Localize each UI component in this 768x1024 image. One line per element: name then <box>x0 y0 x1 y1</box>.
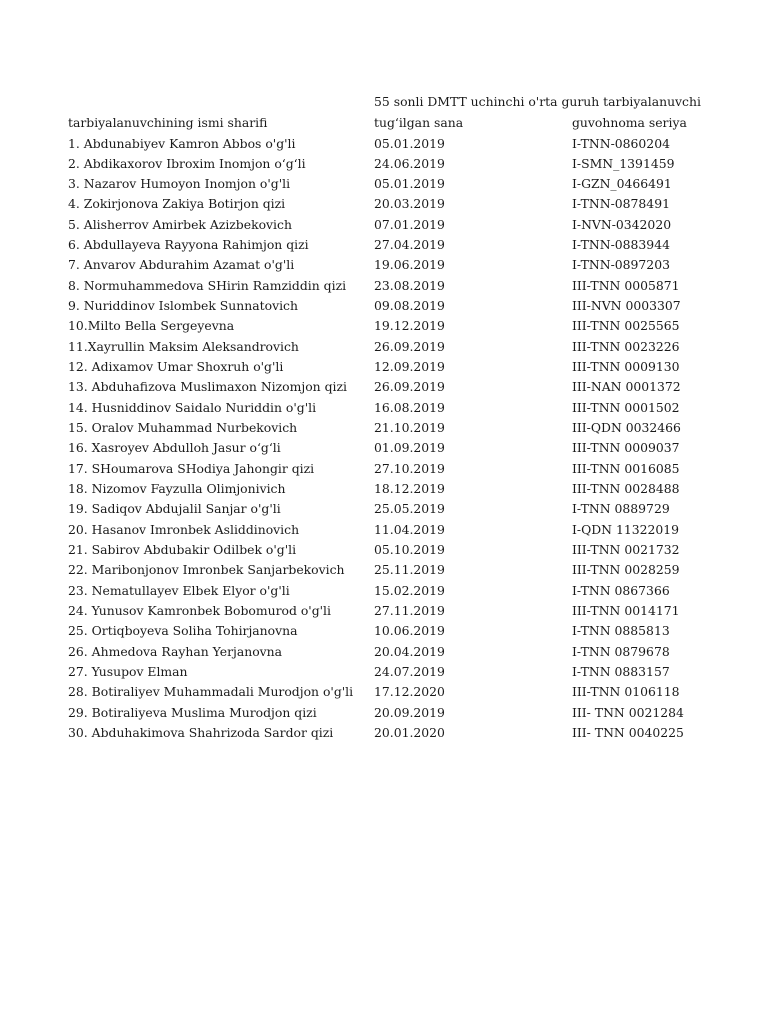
child-name-cell: 24. Yunusov Kamronbek Bobomurod o'g'li <box>68 603 331 619</box>
birth-date-cell: 05.10.2019 <box>374 542 445 558</box>
certificate-cell: III-TNN 0005871 <box>572 277 680 293</box>
table-row <box>0 723 768 743</box>
child-name-cell: 8. Normuhammedova SHirin Ramziddin qizi <box>68 277 347 293</box>
birth-date-cell: 26.09.2019 <box>374 379 445 395</box>
birth-date-cell: 19.06.2019 <box>374 257 445 273</box>
child-name-cell: 1. Abdunabiyev Kamron Abbos o'g'li <box>68 135 296 151</box>
child-name-cell: 26. Ahmedova Rayhan Yerjanovna <box>68 643 283 659</box>
child-name-cell: 20. Hasanov Imronbek Asliddinovich <box>68 521 300 537</box>
child-name-cell: 21. Sabirov Abdubakir Odilbek o'g'li <box>68 542 297 558</box>
table-row <box>0 255 768 275</box>
header-birth-date: tug‘ilgan sana <box>374 115 464 130</box>
header-name: tarbiyalanuvchining ismi sharifi <box>68 115 268 130</box>
child-name-cell: 25. Ortiqboyeva Soliha Tohirjanovna <box>68 623 298 639</box>
certificate-cell: III-TNN 0028488 <box>572 481 680 497</box>
child-name-cell: 9. Nuriddinov Islombek Sunnatovich <box>68 298 298 314</box>
table-row <box>0 377 768 397</box>
certificate-cell: III-TNN 0021732 <box>572 542 680 558</box>
birth-date-cell: 20.01.2020 <box>374 725 445 741</box>
child-name-cell: 29. Botiraliyeva Muslima Murodjon qizi <box>68 704 317 720</box>
table-row <box>0 682 768 702</box>
child-name-cell: 7. Anvarov Abdurahim Azamat o'g'li <box>68 257 295 273</box>
table-row <box>0 438 768 458</box>
table-row <box>0 194 768 214</box>
birth-date-cell: 07.01.2019 <box>374 216 445 232</box>
child-name-cell: 5. Alisherrov Amirbek Azizbekovich <box>68 216 292 232</box>
certificate-cell: I-TNN 0889729 <box>572 501 670 517</box>
child-name-cell: 23. Nematullayev Elbek Elyor o'g'li <box>68 582 290 598</box>
child-name-cell: 15. Oralov Muhammad Nurbekovich <box>68 420 298 436</box>
certificate-cell: III-TNN 0106118 <box>572 684 680 700</box>
table-row <box>0 398 768 418</box>
birth-date-cell: 01.09.2019 <box>374 440 445 456</box>
table-row <box>0 662 768 682</box>
birth-date-cell: 27.10.2019 <box>374 460 445 476</box>
birth-date-cell: 24.07.2019 <box>374 664 445 680</box>
certificate-cell: III-TNN 0016085 <box>572 460 680 476</box>
certificate-cell: III- TNN 0040225 <box>572 725 684 741</box>
certificate-cell: I-SMN_1391459 <box>572 155 675 171</box>
child-name-cell: 19. Sadiqov Abdujalil Sanjar o'g'li <box>68 501 281 517</box>
certificate-cell: III-TNN 0025565 <box>572 318 680 334</box>
table-row <box>0 357 768 377</box>
birth-date-cell: 05.01.2019 <box>374 176 445 192</box>
certificate-cell: I-QDN 11322019 <box>572 521 680 537</box>
table-row <box>0 601 768 621</box>
table-row <box>0 296 768 316</box>
birth-date-cell: 21.10.2019 <box>374 420 445 436</box>
table-row <box>0 418 768 438</box>
table-row <box>0 316 768 336</box>
certificate-cell: III-TNN 0009130 <box>572 359 680 375</box>
child-name-cell: 13. Abduhafizova Muslimaxon Nizomjon qizi <box>68 379 347 395</box>
child-name-cell: 30. Abduhakimova Shahrizoda Sardor qizi <box>68 725 334 741</box>
child-name-cell: 10.Milto Bella Sergeyevna <box>68 318 235 334</box>
child-name-cell: 28. Botiraliyev Muhammadali Murodjon o'g'li <box>68 684 354 700</box>
birth-date-cell: 16.08.2019 <box>374 399 445 415</box>
birth-date-cell: 23.08.2019 <box>374 277 445 293</box>
table-row <box>0 215 768 235</box>
child-name-cell: 14. Husniddinov Saidalo Nuriddin o'g'li <box>68 399 317 415</box>
birth-date-cell: 11.04.2019 <box>374 521 445 537</box>
table-row <box>0 479 768 499</box>
table-row <box>0 499 768 519</box>
birth-date-cell: 19.12.2019 <box>374 318 445 334</box>
table-row <box>0 642 768 662</box>
certificate-cell: I-TNN-0883944 <box>572 237 670 253</box>
child-name-cell: 27. Yusupov Elman <box>68 664 188 680</box>
table-row <box>0 621 768 641</box>
birth-date-cell: 15.02.2019 <box>374 582 445 598</box>
child-name-cell: 6. Abdullayeva Rayyona Rahimjon qizi <box>68 237 309 253</box>
certificate-cell: III-TNN 0009037 <box>572 440 680 456</box>
certificate-cell: III-NAN 0001372 <box>572 379 681 395</box>
child-name-cell: 3. Nazarov Humoyon Inomjon o'g'li <box>68 176 291 192</box>
certificate-cell: I-TNN 0867366 <box>572 582 670 598</box>
certificate-cell: I-TNN 0885813 <box>572 623 670 639</box>
birth-date-cell: 25.05.2019 <box>374 501 445 517</box>
table-row <box>0 581 768 601</box>
certificate-cell: I-TNN 0879678 <box>572 643 670 659</box>
table-row <box>0 174 768 194</box>
certificate-cell: I-NVN-0342020 <box>572 216 672 232</box>
birth-date-cell: 26.09.2019 <box>374 338 445 354</box>
child-name-cell: 11.Xayrullin Maksim Aleksandrovich <box>68 338 299 354</box>
child-name-cell: 12. Adixamov Umar Shoxruh o'g'li <box>68 359 284 375</box>
certificate-cell: III-QDN 0032466 <box>572 420 681 436</box>
birth-date-cell: 25.11.2019 <box>374 562 445 578</box>
table-row <box>0 134 768 154</box>
table-row <box>0 337 768 357</box>
table-row <box>0 520 768 540</box>
certificate-cell: I-GZN_0466491 <box>572 176 672 192</box>
child-name-cell: 17. SHoumarova SHodiya Jahongir qizi <box>68 460 315 476</box>
table-row <box>0 154 768 174</box>
birth-date-cell: 17.12.2020 <box>374 684 445 700</box>
table-row <box>0 560 768 580</box>
birth-date-cell: 05.01.2019 <box>374 135 445 151</box>
certificate-cell: I-TNN-0878491 <box>572 196 670 212</box>
certificate-cell: III-TNN 0014171 <box>572 603 680 619</box>
certificate-cell: I-TNN-0860204 <box>572 135 670 151</box>
birth-date-cell: 20.09.2019 <box>374 704 445 720</box>
certificate-cell: III-TNN 0023226 <box>572 338 680 354</box>
certificate-cell: III-TNN 0028259 <box>572 562 680 578</box>
certificate-cell: III- TNN 0021284 <box>572 704 684 720</box>
certificate-cell: I-TNN 0883157 <box>572 664 670 680</box>
sheet-title: 55 sonli DMTT uchinchi o'rta guruh tarbiyalanuvchi <box>374 94 701 109</box>
birth-date-cell: 20.04.2019 <box>374 643 445 659</box>
header-certificate: guvohnoma seriya <box>572 115 687 130</box>
child-name-cell: 18. Nizomov Fayzulla Olimjonivich <box>68 481 286 497</box>
certificate-cell: III-NVN 0003307 <box>572 298 681 314</box>
birth-date-cell: 12.09.2019 <box>374 359 445 375</box>
birth-date-cell: 27.04.2019 <box>374 237 445 253</box>
certificate-cell: I-TNN-0897203 <box>572 257 670 273</box>
birth-date-cell: 10.06.2019 <box>374 623 445 639</box>
birth-date-cell: 20.03.2019 <box>374 196 445 212</box>
birth-date-cell: 24.06.2019 <box>374 155 445 171</box>
birth-date-cell: 18.12.2019 <box>374 481 445 497</box>
child-name-cell: 16. Xasroyev Abdulloh Jasur o‘g‘li <box>68 440 281 456</box>
table-row <box>0 540 768 560</box>
table-row <box>0 703 768 723</box>
birth-date-cell: 09.08.2019 <box>374 298 445 314</box>
table-row <box>0 276 768 296</box>
child-name-cell: 22. Maribonjonov Imronbek Sanjarbekovich <box>68 562 345 578</box>
table-row <box>0 459 768 479</box>
table-row <box>0 235 768 255</box>
certificate-cell: III-TNN 0001502 <box>572 399 680 415</box>
child-name-cell: 2. Abdikaxorov Ibroxim Inomjon o‘g‘li <box>68 155 306 171</box>
birth-date-cell: 27.11.2019 <box>374 603 445 619</box>
child-name-cell: 4. Zokirjonova Zakiya Botirjon qizi <box>68 196 286 212</box>
